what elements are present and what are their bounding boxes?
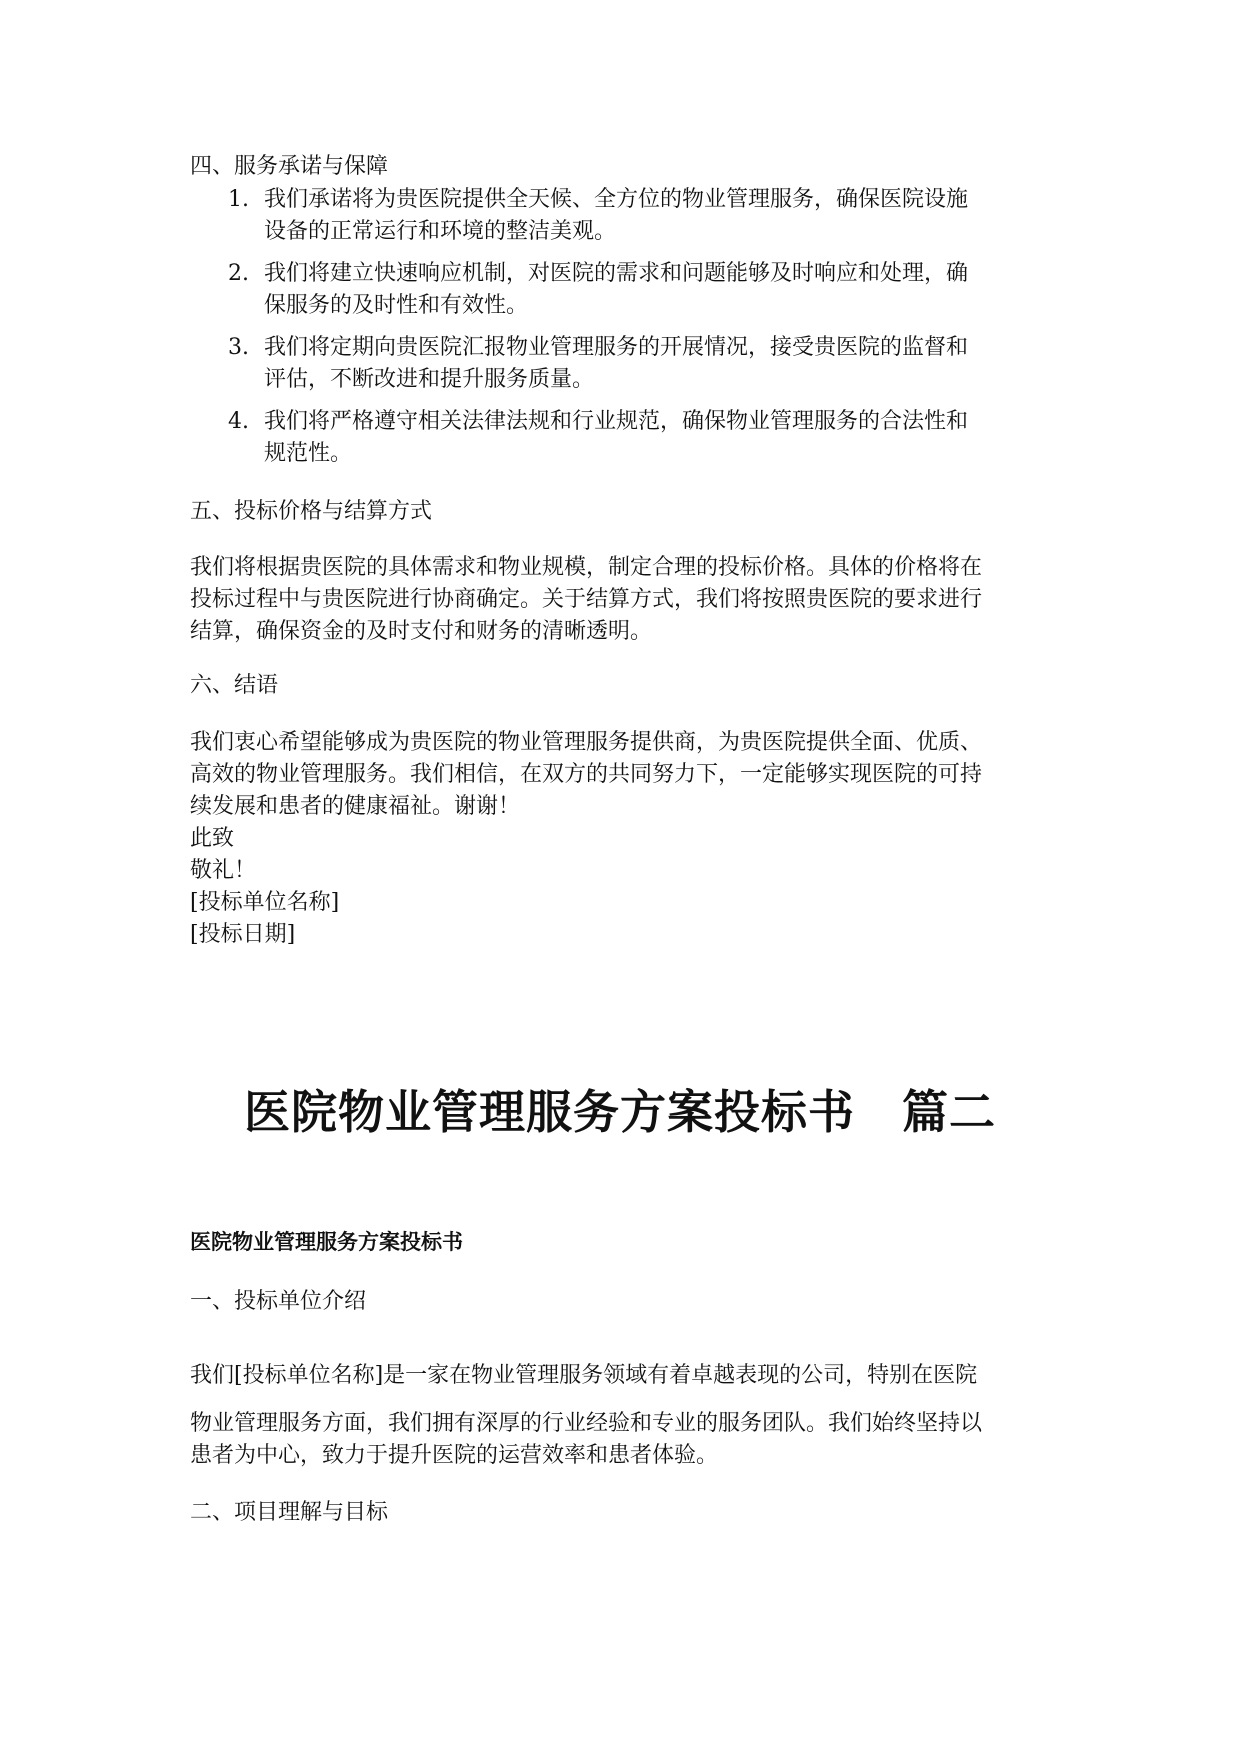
- paragraph-line: 我们衷心希望能够成为贵医院的物业管理服务提供商，为贵医院提供全面、优质、: [190, 730, 983, 755]
- list-item-text: 评估，不断改进和提升服务质量。: [264, 367, 595, 392]
- list-item-text: 保服务的及时性和有效性。: [264, 293, 529, 318]
- paragraph-line: 高效的物业管理服务。我们相信，在双方的共同努力下，一定能够实现医院的可持: [190, 762, 983, 787]
- paragraph-price-settlement: [190, 552, 1060, 648]
- list-item-number: 1.: [228, 187, 249, 212]
- list-item-text: 规范性。: [264, 441, 353, 466]
- paragraph-line: 我们[投标单位名称]是一家在物业管理服务领域有着卓越表现的公司，特别在医院: [190, 1363, 978, 1388]
- bid-date-placeholder: [投标日期]: [190, 922, 296, 947]
- list-item-number: 4.: [228, 409, 249, 434]
- closing-salutation: 此致: [190, 826, 235, 851]
- paragraph-line: 我们将根据贵医院的具体需求和物业规模，制定合理的投标价格。具体的价格将在: [190, 555, 983, 580]
- section-heading-price-settlement: 五、投标价格与结算方式: [190, 499, 433, 524]
- paragraph-line: 投标过程中与贵医院进行协商确定。关于结算方式，我们将按照贵医院的要求进行: [190, 587, 983, 612]
- document-subtitle: 医院物业管理服务方案投标书: [190, 1230, 463, 1254]
- list-item-text: 我们承诺将为贵医院提供全天候、全方位的物业管理服务，确保医院设施: [264, 187, 969, 212]
- section-heading-bidder-intro: 一、投标单位介绍: [190, 1289, 367, 1314]
- list-item-number: 3.: [228, 335, 249, 360]
- list-item-text: 我们将严格遵守相关法律法规和行业规范，确保物业管理服务的合法性和: [264, 409, 969, 434]
- paragraph-line: 续发展和患者的健康福祉。谢谢！: [190, 794, 521, 819]
- closing-regards: 敬礼！: [190, 858, 257, 883]
- list-item-number: 2.: [228, 261, 249, 286]
- document-title-part-two: 医院物业管理服务方案投标书 篇二: [244, 1085, 996, 1139]
- list-item-text: 我们将建立快速响应机制，对医院的需求和问题能够及时响应和处理，确: [264, 261, 969, 286]
- paragraph-conclusion: [190, 727, 1060, 951]
- list-item-text: 我们将定期向贵医院汇报物业管理服务的开展情况，接受贵医院的监督和: [264, 335, 969, 360]
- bidder-name-placeholder: [投标单位名称]: [190, 890, 340, 915]
- section-heading-service-commitment: 四、服务承诺与保障: [190, 154, 389, 179]
- section-heading-conclusion: 六、结语: [190, 673, 279, 698]
- paragraph-line: 物业管理服务方面，我们拥有深厚的行业经验和专业的服务团队。我们始终坚持以: [190, 1411, 983, 1436]
- section-heading-project-understanding: 二、项目理解与目标: [190, 1500, 389, 1525]
- paragraph-line: 结算，确保资金的及时支付和财务的清晰透明。: [190, 619, 653, 644]
- list-item-text: 设备的正常运行和环境的整洁美观。: [264, 219, 617, 244]
- paragraph-line: 患者为中心，致力于提升医院的运营效率和患者体验。: [190, 1443, 719, 1468]
